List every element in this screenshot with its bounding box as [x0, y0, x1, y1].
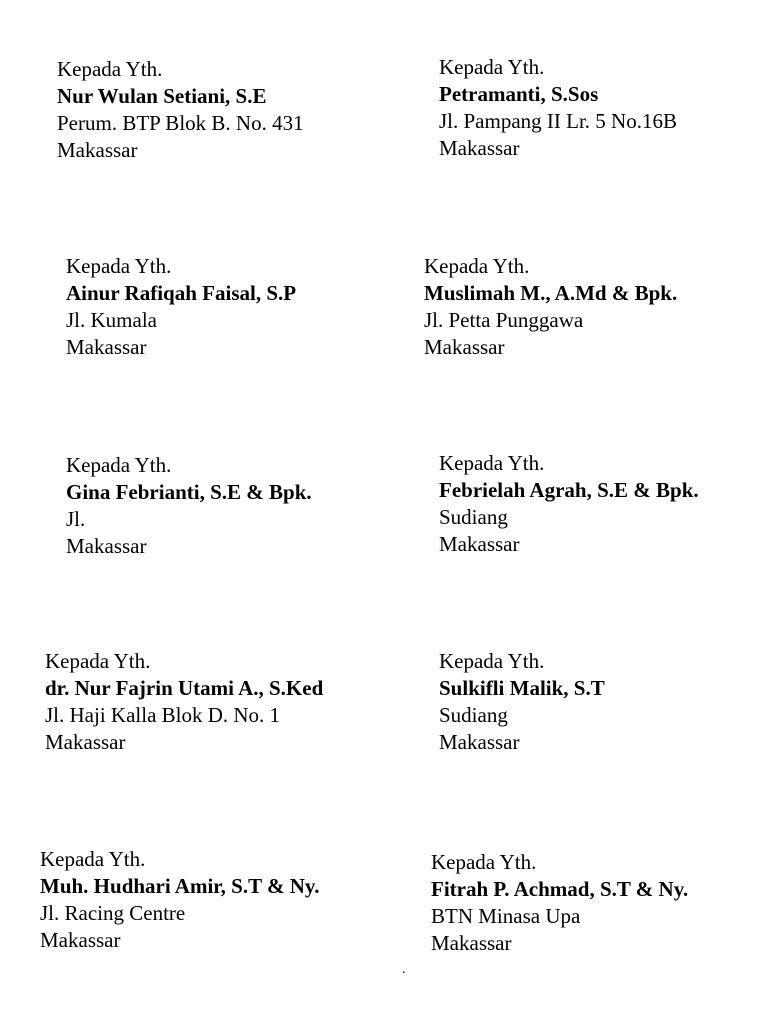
salutation: Kepada Yth. — [45, 649, 151, 673]
salutation: Kepada Yth. — [66, 453, 172, 477]
salutation: Kepada Yth. — [439, 649, 545, 673]
recipient-name: Febrielah Agrah, S.E & Bpk. — [439, 478, 699, 502]
city: Makassar — [66, 335, 147, 359]
salutation: Kepada Yth. — [424, 254, 530, 278]
recipient-name: Gina Febrianti, S.E & Bpk. — [66, 480, 312, 504]
street-address: Jl. Pampang II Lr. 5 No.16B — [439, 109, 677, 133]
street-address: Perum. BTP Blok B. No. 431 — [57, 111, 304, 135]
recipient-name: Sulkifli Malik, S.T — [439, 676, 605, 700]
recipient-name: Muslimah M., A.Md & Bpk. — [424, 281, 678, 305]
salutation: Kepada Yth. — [57, 57, 163, 81]
address-label — [424, 253, 677, 361]
city: Makassar — [57, 138, 138, 162]
recipient-name: Muh. Hudhari Amir, S.T & Ny. — [40, 874, 320, 898]
city: Makassar — [45, 730, 126, 754]
recipient-name: Ainur Rafiqah Faisal, S.P — [66, 281, 297, 305]
city: Makassar — [431, 931, 512, 955]
salutation: Kepada Yth. — [431, 850, 537, 874]
address-label — [66, 253, 296, 361]
recipient-name: dr. Nur Fajrin Utami A., S.Ked — [45, 676, 324, 700]
street-address: Jl. — [66, 507, 86, 531]
address-label — [431, 849, 688, 957]
recipient-name: Petramanti, S.Sos — [439, 82, 599, 106]
salutation: Kepada Yth. — [439, 55, 545, 79]
address-label — [439, 450, 699, 558]
city: Makassar — [40, 928, 121, 952]
recipient-name: Fitrah P. Achmad, S.T & Ny. — [431, 877, 689, 901]
street-address: Jl. Kumala — [66, 308, 157, 332]
street-address: Sudiang — [439, 703, 508, 727]
street-address: Sudiang — [439, 505, 508, 529]
city: Makassar — [439, 136, 520, 160]
salutation: Kepada Yth. — [40, 847, 146, 871]
address-label — [40, 846, 320, 954]
salutation: Kepada Yth. — [439, 451, 545, 475]
city: Makassar — [424, 335, 505, 359]
address-label — [57, 56, 304, 164]
address-label — [66, 452, 312, 560]
city: Makassar — [66, 534, 147, 558]
city: Makassar — [439, 532, 520, 556]
street-address: BTN Minasa Upa — [431, 904, 581, 928]
address-label — [439, 648, 605, 756]
address-label — [439, 54, 677, 162]
recipient-name: Nur Wulan Setiani, S.E — [57, 84, 267, 108]
street-address: Jl. Racing Centre — [40, 901, 186, 925]
salutation: Kepada Yth. — [66, 254, 172, 278]
address-label — [45, 648, 323, 756]
city: Makassar — [439, 730, 520, 754]
street-address: Jl. Haji Kalla Blok D. No. 1 — [45, 703, 281, 727]
footer-mark: . — [402, 962, 406, 977]
street-address: Jl. Petta Punggawa — [424, 308, 584, 332]
